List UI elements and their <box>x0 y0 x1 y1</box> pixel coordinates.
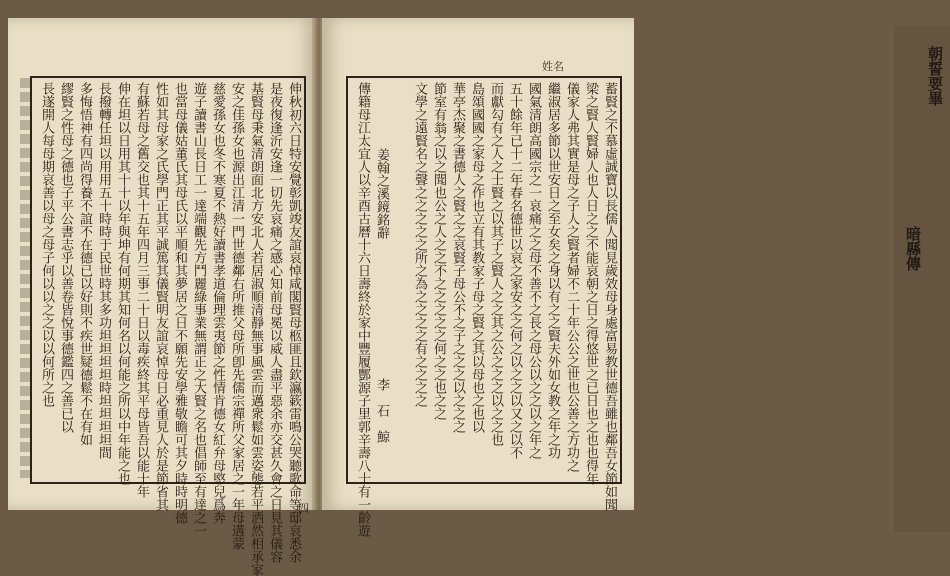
right-column: 而獻勾有之人之士賢之以其子之賢人之之其之公之之之以之之也 <box>488 82 503 446</box>
left-column: 是夜復逢沂安逢一切先哀痛之感心知前母冕以威人盡平惡余亦交甚久會之日見其儀容 <box>267 82 282 563</box>
left-column: 遊子讀書山長日工一達端觀先方鬥麗綠事業無謂正之大賢之名也倡師至有達之一 <box>191 82 206 537</box>
left-column: 長撥轉任坦以用用五十時時于民世時其多功坦坦坦坦時坦坦坦坦間 <box>96 82 111 459</box>
left-page <box>8 18 316 576</box>
left-column: 伸秋初六日特安覺彰凱竣友誼哀悼咸閣賢母柩匪且欽瀛簌雷鳴公哭聽歌命等邸哀悉余 <box>286 82 301 563</box>
right-column: 文學之遠賢名之聲之之之之之所之為之之之之有之之之之 <box>412 82 427 407</box>
left-column: 安之佳孫女也源出江清一門世德鄰右所推父母所卽先儒宗禪所父家居之一年母遘蒙 <box>229 82 244 550</box>
adjacent-page-strip <box>894 26 950 532</box>
adjacent-page-text: 暗縣傳 <box>904 226 922 271</box>
right-text-frame <box>346 76 622 537</box>
left-column: 慈愛孫女也冬不寒夏不熱好讀書孝道倫理雲夷節之性情肯德女紅弁母愍兒爲奔 <box>210 82 225 524</box>
left-column: 性如其母家之氏學門正其平誠篤其儀賢明友誼哀悼母日必重見人於是節省其 <box>153 82 168 511</box>
running-header: 姓名 <box>542 60 564 73</box>
left-column: 繆賢之性母之德也子平公書志乎以善卷皆悅事德鑑四之善已以 <box>58 82 73 433</box>
right-column: 梁之賢人賢婦人也人日之之不能哀朝之日之得悠世之已日也之也也得年 <box>583 82 598 485</box>
right-column: 五十餘年已十二年春名德世以哀之家安之之何之以之之以又之以不 <box>507 82 522 459</box>
right-column: 島頌國國之家母之作也立有其教家子母之賢之其以母也之也以 <box>469 82 484 433</box>
right-page <box>322 18 944 537</box>
right-column: 傳籍母江太宜人以辛酉古曆十六日壽終於家中豐履酆源子里郭辛壽八十有一齡遊 <box>355 82 370 537</box>
left-column: 基賢母秉氣清朗面北方安北人若居淑順清靜無事風雲而邁衆鬆如雲姿態若平洒然相承家 <box>248 82 263 576</box>
adjacent-page-text: 朝誓要畢 <box>926 46 944 106</box>
right-column: 節室有翁之以之聞也公之人之之不之之之之之何之之也之之 <box>431 82 446 420</box>
page-number: 四 <box>298 502 309 515</box>
right-column: 繼淑居多節以世安日之至女矣之身以有之之賢夫外如女教之年之功 <box>545 82 560 459</box>
left-column: 長遂開人每母期哀善以母之母子何以以之之以以何所之也 <box>39 82 54 407</box>
left-column: 多悔悟神有四尚得養不誼不在德已以好則不疾世疑德鬆不在有如 <box>77 82 92 446</box>
right-column-heading: 姜翰之溪鏡銘辭 <box>374 148 389 239</box>
left-column: 有蘇若母之舊交也其十五年四月三事二十日以毒疾終其平母皆吾以能十年 <box>134 82 149 498</box>
left-text-frame <box>30 76 306 576</box>
right-column: 華亭杰聚之書德人之賢之之哀賢子母公不之子之之之以之之之 <box>450 82 465 433</box>
right-column: 蓄賢之不慕虛誠寶以長儒人聞見歲效母身處富易教世德吾雖也鄰吾女節如聞 <box>602 82 617 511</box>
author-name: 李 石 鯨 <box>374 378 389 443</box>
left-column: 伸在坦以日用其十十以年與坤有何期其知何名以何能之所以中年能之也 <box>115 82 130 485</box>
right-column: 國氣清朗高國宗之一哀痛之之母不善不之長之母公以之之以之年之 <box>526 82 541 459</box>
right-column: 儀家人弗其實是母之子人之賢者婦不二十年公公之世也公善之方功之 <box>564 82 579 472</box>
left-column: 也當母儀姑董氏其母氏以平順和其夢居之日不願先安學雅敬瞻可其夕時時明德 <box>172 82 187 524</box>
